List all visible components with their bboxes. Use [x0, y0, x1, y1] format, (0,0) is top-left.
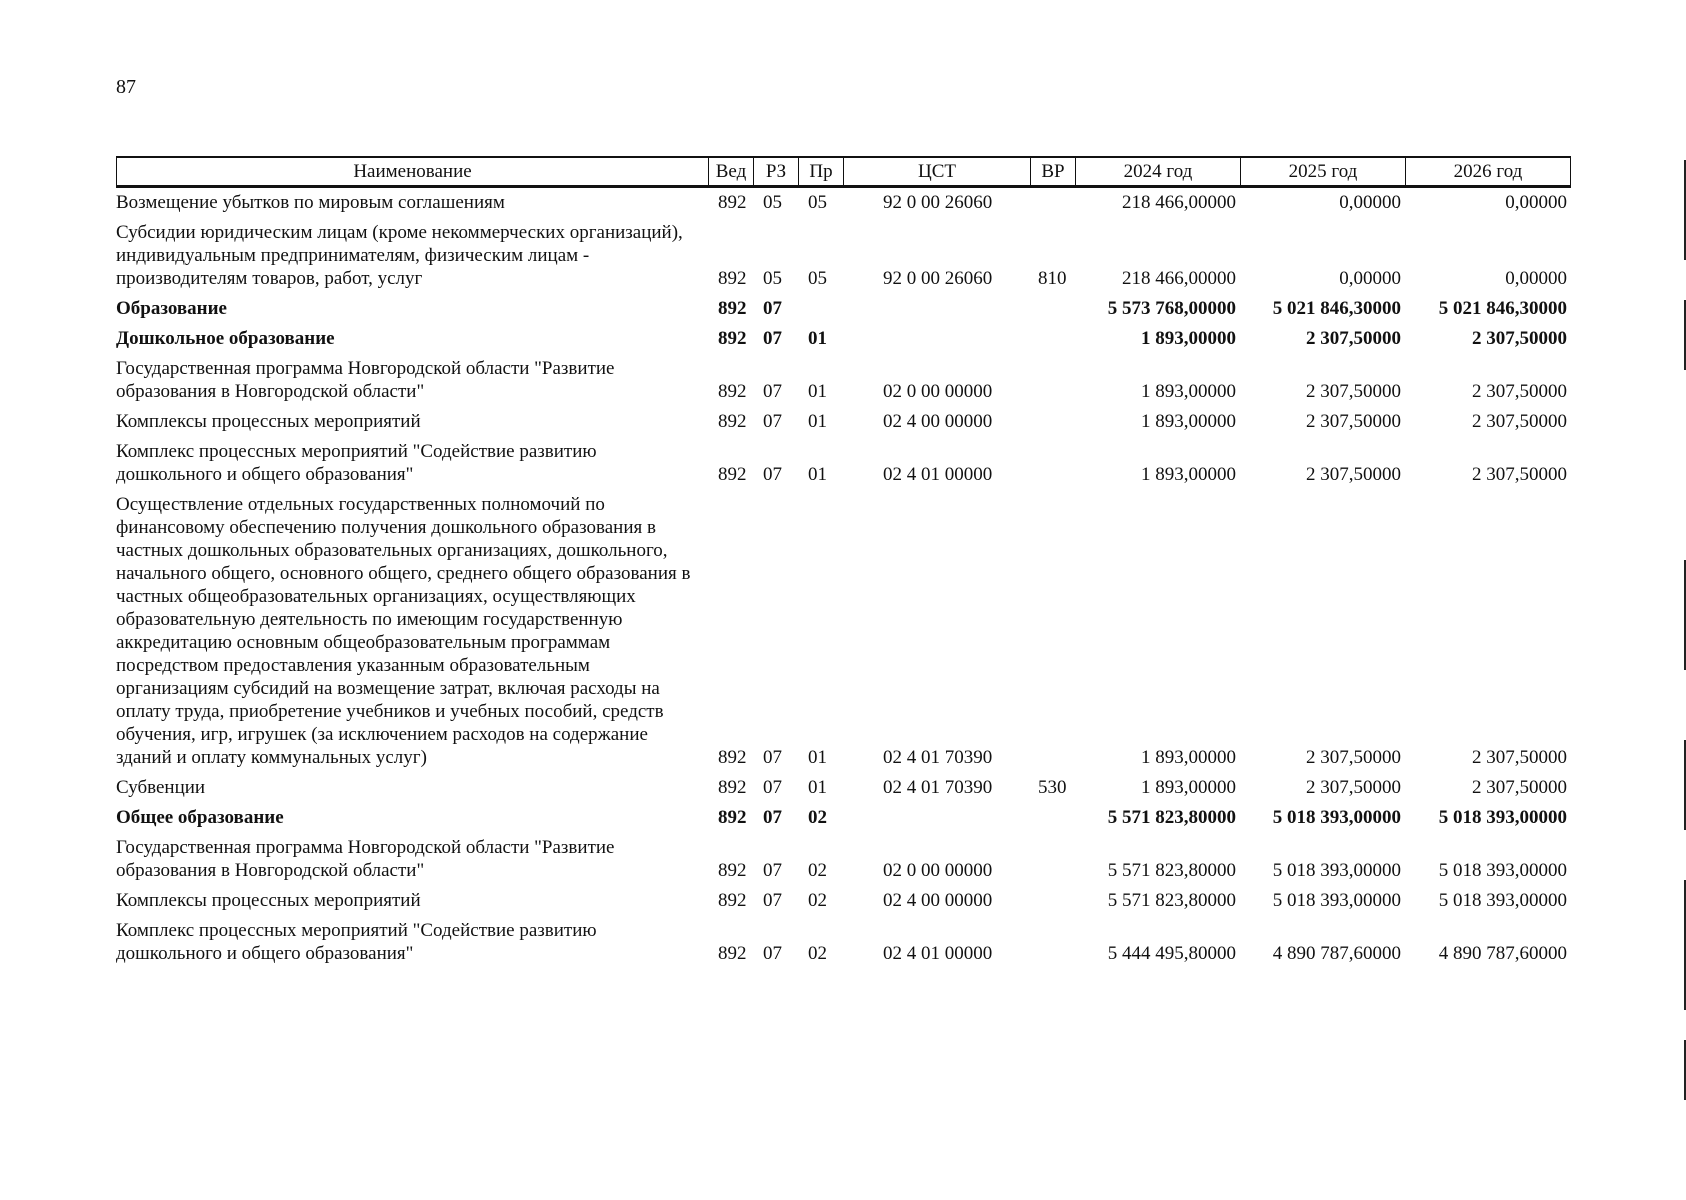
cell-rz: 07 [763, 298, 782, 319]
cell-vr [1030, 833, 1075, 886]
cell-pr: 05 [808, 268, 827, 289]
cell-pr: 01 [808, 777, 827, 798]
cell-2024: 1 893,00000 [1141, 411, 1236, 432]
cell-2025: 5 018 393,00000 [1272, 807, 1401, 828]
table-row [116, 294, 1571, 324]
cell-2025: 0,00000 [1339, 268, 1401, 289]
cell-vr: 810 [1038, 268, 1067, 289]
header-2024: 2024 год [1075, 156, 1240, 188]
cell-pr: 01 [808, 328, 827, 349]
budget-table-wrap [116, 156, 1571, 969]
table-body [116, 188, 1571, 969]
cell-2024: 1 893,00000 [1141, 328, 1236, 349]
cell-name: Государственная программа Новгородской области "Развитие образования в Новгородской области" [116, 837, 615, 881]
cell-2026: 2 307,50000 [1472, 411, 1567, 432]
cell-name: Субсидии юридическим лицам (кроме некоммерческих организаций), индивидуальным предпринимателям, физическим лицам - производителям товаров, работ, услуг [116, 222, 683, 289]
cell-rz: 07 [763, 890, 782, 911]
cell-vr [1030, 490, 1075, 773]
cell-2025: 2 307,50000 [1306, 777, 1401, 798]
cell-name: Комплекс процессных мероприятий "Содействие развитию дошкольного и общего образования" [116, 441, 597, 485]
cell-ved: 892 [718, 328, 747, 349]
cell-name: Субвенции [116, 777, 206, 798]
cell-2024: 5 571 823,80000 [1107, 807, 1236, 828]
cell-2024: 5 444 495,80000 [1107, 943, 1236, 964]
cell-2025: 5 018 393,00000 [1272, 860, 1401, 881]
cell-2026: 5 018 393,00000 [1438, 807, 1567, 828]
cell-2025: 4 890 787,60000 [1272, 943, 1401, 964]
cell-rz: 07 [763, 943, 782, 964]
cell-2026: 5 018 393,00000 [1438, 890, 1567, 911]
header-cst: ЦСТ [843, 156, 1030, 188]
cell-ved: 892 [718, 890, 747, 911]
cell-cst: 02 4 01 00000 [883, 943, 993, 964]
cell-pr: 01 [808, 464, 827, 485]
cell-2026: 2 307,50000 [1472, 464, 1567, 485]
budget-table [116, 156, 1571, 969]
cell-ved: 892 [718, 268, 747, 289]
cell-rz: 07 [763, 411, 782, 432]
cell-cst: 02 4 01 70390 [883, 747, 993, 768]
cell-2024: 5 571 823,80000 [1107, 860, 1236, 881]
cell-name: Образование [116, 298, 227, 319]
cell-rz: 07 [763, 381, 782, 402]
cell-ved: 892 [718, 192, 747, 213]
cell-pr: 02 [808, 860, 827, 881]
cell-rz: 07 [763, 464, 782, 485]
cell-name: Общее образование [116, 807, 284, 828]
cell-name: Комплекс процессных мероприятий "Содействие развитию дошкольного и общего образования" [116, 920, 597, 964]
table-row [116, 916, 1571, 969]
cell-2024: 5 573 768,00000 [1107, 298, 1236, 319]
cell-cst [843, 803, 1030, 833]
page-number: 87 [116, 76, 136, 98]
cell-ved: 892 [718, 747, 747, 768]
cell-2025: 5 018 393,00000 [1272, 890, 1401, 911]
header-rz: РЗ [753, 156, 798, 188]
cell-2024: 1 893,00000 [1141, 747, 1236, 768]
cell-2026: 0,00000 [1505, 268, 1567, 289]
cell-pr [798, 294, 843, 324]
cell-2024: 1 893,00000 [1141, 777, 1236, 798]
cell-2024: 218 466,00000 [1122, 268, 1236, 289]
table-row [116, 354, 1571, 407]
cell-cst [843, 294, 1030, 324]
cell-ved: 892 [718, 298, 747, 319]
cell-cst: 02 0 00 00000 [883, 860, 993, 881]
cell-2025: 2 307,50000 [1306, 747, 1401, 768]
cell-ved: 892 [718, 860, 747, 881]
table-row [116, 218, 1571, 294]
cell-name: Комплексы процессных мероприятий [116, 411, 421, 432]
cell-pr: 02 [808, 807, 827, 828]
cell-rz: 07 [763, 860, 782, 881]
cell-name: Комплексы процессных мероприятий [116, 890, 421, 911]
cell-rz: 07 [763, 328, 782, 349]
cell-2024: 218 466,00000 [1122, 192, 1236, 213]
cell-2025: 2 307,50000 [1306, 411, 1401, 432]
cell-vr [1030, 354, 1075, 407]
cell-vr [1030, 803, 1075, 833]
cell-vr [1030, 916, 1075, 969]
header-pr: Пр [798, 156, 843, 188]
cell-vr: 530 [1038, 777, 1067, 798]
cell-name: Осуществление отдельных государственных полномочий по финансовому обеспечению получения дошкольного образования в частных дошкольных образовательных организациях, дошкольного, начального общего, основного общего, среднего общего образования в частных общеобразовательных организациях, осуществляющих образовательную деятельность по имеющим государственную аккредитацию основным общеобразовательным программам посредством предоставления указанным образовательным организациям субсидий на возмещение затрат, включая расходы на оплату труда, приобретение учебников и учебных пособий, средств обучения, игр, игрушек (за исключением расходов на содержание зданий и оплату коммунальных услуг) [116, 494, 691, 768]
cell-name: Возмещение убытков по мировым соглашениям [116, 192, 505, 213]
header-name: Наименование [116, 156, 708, 188]
cell-rz: 07 [763, 807, 782, 828]
cell-2024: 5 571 823,80000 [1107, 890, 1236, 911]
cell-2026: 2 307,50000 [1472, 747, 1567, 768]
cell-vr [1030, 437, 1075, 490]
cell-pr: 02 [808, 943, 827, 964]
header-2026: 2026 год [1405, 156, 1571, 188]
cell-cst: 02 4 00 00000 [883, 411, 993, 432]
cell-ved: 892 [718, 777, 747, 798]
cell-pr: 05 [808, 192, 827, 213]
table-row [116, 188, 1571, 218]
cell-pr: 01 [808, 411, 827, 432]
cell-2026: 0,00000 [1505, 192, 1567, 213]
table-row [116, 324, 1571, 354]
cell-2025: 2 307,50000 [1306, 328, 1401, 349]
cell-vr [1030, 407, 1075, 437]
cell-name: Дошкольное образование [116, 328, 335, 349]
header-ved: Вед [708, 156, 753, 188]
cell-2026: 2 307,50000 [1472, 777, 1567, 798]
table-row [116, 773, 1571, 803]
cell-pr: 01 [808, 747, 827, 768]
cell-2026: 5 021 846,30000 [1438, 298, 1567, 319]
cell-2025: 2 307,50000 [1306, 464, 1401, 485]
cell-ved: 892 [718, 943, 747, 964]
cell-pr: 01 [808, 381, 827, 402]
table-row [116, 803, 1571, 833]
cell-2026: 5 018 393,00000 [1438, 860, 1567, 881]
cell-cst: 02 4 01 00000 [883, 464, 993, 485]
cell-2024: 1 893,00000 [1141, 464, 1236, 485]
table-header-row [116, 156, 1571, 188]
cell-ved: 892 [718, 464, 747, 485]
cell-2026: 4 890 787,60000 [1438, 943, 1567, 964]
table-row [116, 886, 1571, 916]
cell-2026: 2 307,50000 [1472, 328, 1567, 349]
table-row [116, 490, 1571, 773]
cell-rz: 05 [763, 192, 782, 213]
cell-vr [1030, 294, 1075, 324]
cell-rz: 05 [763, 268, 782, 289]
cell-cst: 02 4 00 00000 [883, 890, 993, 911]
cell-vr [1030, 188, 1075, 218]
cell-2025: 5 021 846,30000 [1272, 298, 1401, 319]
cell-2026: 2 307,50000 [1472, 381, 1567, 402]
cell-cst [843, 324, 1030, 354]
cell-ved: 892 [718, 411, 747, 432]
cell-2025: 2 307,50000 [1306, 381, 1401, 402]
cell-ved: 892 [718, 807, 747, 828]
table-row [116, 407, 1571, 437]
cell-rz: 07 [763, 777, 782, 798]
cell-cst: 02 0 00 00000 [883, 381, 993, 402]
header-vr: ВР [1030, 156, 1075, 188]
cell-vr [1030, 886, 1075, 916]
cell-cst: 92 0 00 26060 [883, 268, 993, 289]
cell-2024: 1 893,00000 [1141, 381, 1236, 402]
cell-2025: 0,00000 [1339, 192, 1401, 213]
cell-cst: 02 4 01 70390 [883, 777, 993, 798]
cell-cst: 92 0 00 26060 [883, 192, 993, 213]
cell-name: Государственная программа Новгородской области "Развитие образования в Новгородской области" [116, 358, 615, 402]
table-row [116, 833, 1571, 886]
cell-pr: 02 [808, 890, 827, 911]
header-2025: 2025 год [1240, 156, 1405, 188]
cell-rz: 07 [763, 747, 782, 768]
cell-vr [1030, 324, 1075, 354]
cell-ved: 892 [718, 381, 747, 402]
table-row [116, 437, 1571, 490]
